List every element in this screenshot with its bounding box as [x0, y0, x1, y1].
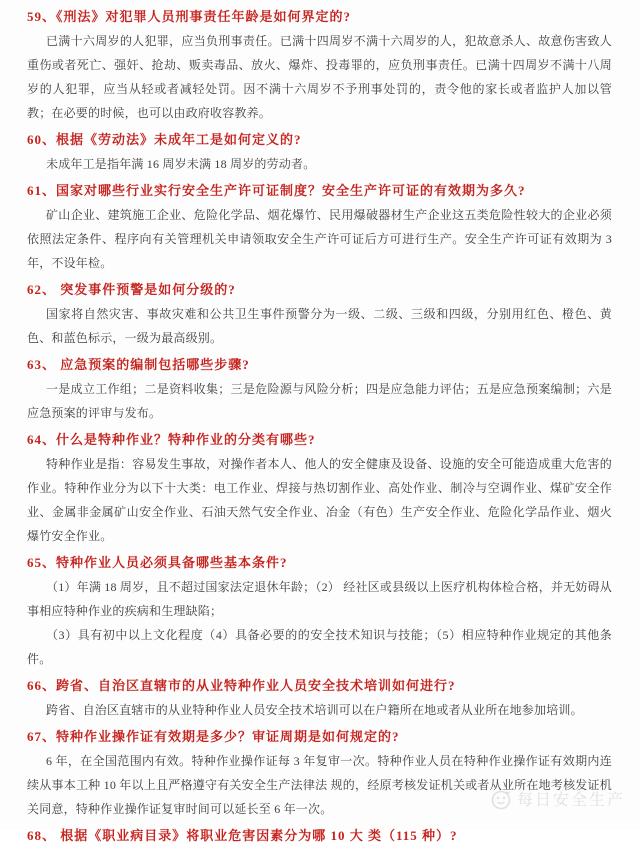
answer-paragraph: 特种作业是指：容易发生事故，对操作者本人、他人的安全健康及设备、设施的安全可能造成重大危害的作业。特种作业分为以下十大类：电工作业、焊接与热切割作业、高处作业、制冷与空调作业、煤矿安全作业、金属非金属矿山安全作业、石油天然气安全作业、冶金（有色）生产安全作业、危险化学品作业、烟火爆竹安全作业。 [27, 457, 612, 543]
question-heading: 66、跨省、自治区直辖市的从业特种作业人员安全技术培训如何进行? [27, 678, 456, 693]
answer-paragraph: 国家将自然灾害、事故灾难和公共卫生事件预警分为一级、二级、三级和四级，分别用红色、橙色、黄色、和蓝色标示，一级为最高级别。 [27, 307, 612, 345]
watermark [490, 787, 625, 810]
answer-paragraph: （1）年满 18 周岁，且不超过国家法定退休年龄；（2） 经社区或县级以上医疗机构体检合格，并无妨碍从事相应特种作业的疾病和生理缺陷； [27, 580, 612, 618]
answer-paragraph: 6 年，在全国范围内有效。特种作业操作证每 3 年复审一次。特种作业人员在特种作业操作证有效期内连续从事本工种 10 年以上且严格遵守有关安全生产法律法 规的，经原考核发证机关或者从业所在地考核发证机关同意，特种作业操作证复审时间可以延长至 6 年一次。 [27, 754, 612, 816]
smiley-face-logo-icon [490, 788, 512, 810]
qa-list [27, 5, 612, 848]
answer-paragraph: 一是成立工作组；二是资料收集；三是危险源与风险分析；四是应急能力评估；五是应急预案编制；六是应急预案的评审与发布。 [27, 382, 612, 420]
answer-paragraph: 未成年工是指年满 16 周岁未满 18 周岁的劳动者。 [46, 157, 316, 171]
answer-paragraph: 已满十六周岁的人犯罪，应当负刑事责任。已满十四周岁不满十六周岁的人，犯故意杀人、故意伤害致人重伤或者死亡、强奸、抢劫、贩卖毒品、放火、爆炸、投毒罪的，应负刑事责任。已满十四周岁不满十八周岁的人犯罪，应当从轻或者减轻处罚。因不满十六周岁不予刑事处罚的，责令他的家长或者监护人加以管教；在必要的时候，也可以由政府收容教养。 [27, 34, 612, 120]
question-heading: 59、《刑法》对犯罪人员刑事责任年龄是如何界定的? [27, 9, 352, 24]
answer-paragraph: 跨省、自治区直辖市的从业特种作业人员安全技术培训可以在户籍所在地或者从业所在地参加培训。 [46, 703, 583, 717]
question-heading: 62、 突发事件预警是如何分级的? [27, 282, 236, 297]
answer-paragraph: 矿山企业、建筑施工企业、危险化学品、烟花爆竹、民用爆破器材生产企业这五类危险性较大的企业必须依照法定条件、程序向有关管理机关申请领取安全生产许可证后方可进行生产。安全生产许可证有效期为 3 年，不设年检。 [27, 208, 612, 270]
question-heading: 64、什么是特种作业？特种作业的分类有哪些? [27, 432, 316, 447]
watermark-text: 每日安全生产 [517, 792, 626, 809]
question-heading: 68、 根据《职业病目录》将职业危害因素分为哪 10 大 类（115 种）? [27, 828, 458, 843]
question-heading: 61、国家对哪些行业实行安全生产许可证制度？安全生产许可证的有效期为多久? [27, 183, 526, 198]
question-heading: 63、 应急预案的编制包括哪些步骤? [27, 357, 250, 372]
question-heading: 60、根据《劳动法》未成年工是如何定义的? [27, 132, 302, 147]
question-heading: 65、特种作业人员必须具备哪些基本条件? [27, 555, 288, 570]
question-heading: 67、特种作业操作证有效期是多少？审证周期是如何规定的? [27, 729, 400, 744]
answer-paragraph: （3）具有初中以上文化程度（4）具备必要的的安全技术知识与技能；（5）相应特种作业规定的其他条件。 [27, 628, 612, 666]
